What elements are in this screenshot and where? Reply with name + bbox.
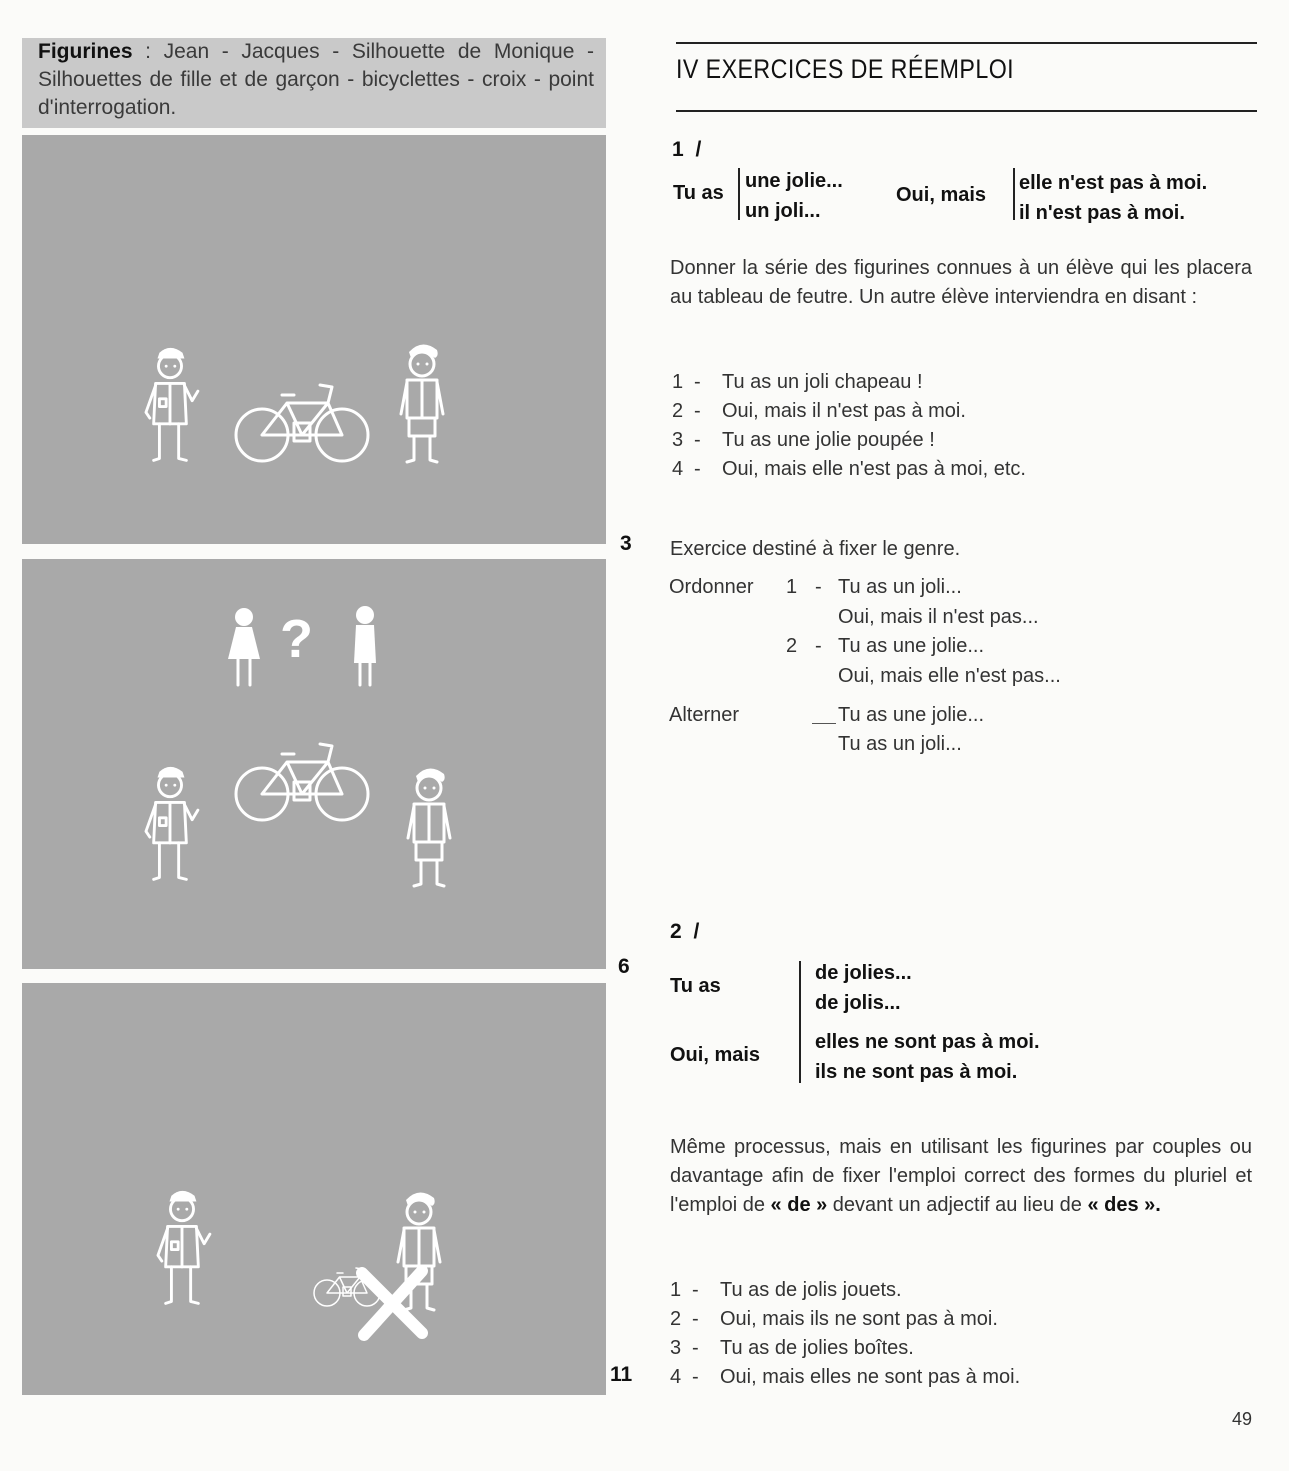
- caption-label: Figurines: [38, 40, 133, 63]
- quote-des: « des ».: [1087, 1194, 1161, 1216]
- quote-de: « de »: [770, 1194, 828, 1216]
- alterner-line: Tu as un joli...: [838, 733, 962, 755]
- caption-text: : Jean - Jacques - Silhouette de Monique - Silhouettes de fille et de garçon - bicyclettes - croix - point d'interrogation.: [38, 40, 594, 119]
- list-item: 4 - Oui, mais elle n'est pas à moi, etc.: [672, 458, 1026, 480]
- exercise-1-instructions: Donner la série des figurines connues à un élève qui les placera au tableau de feutre. Un autre élève interviendra en disant :: [670, 257, 1252, 308]
- pattern-left-label: Tu as: [673, 182, 724, 204]
- margin-number: 11: [610, 1363, 633, 1386]
- page-number: 49: [1232, 1409, 1253, 1429]
- ordonner-line: Tu as un joli...: [838, 576, 962, 598]
- pattern-left-option: une jolie...: [745, 170, 843, 192]
- list-item: 2 - Oui, mais il n'est pas à moi.: [672, 400, 966, 422]
- bicycle-figurine: [236, 385, 368, 461]
- list-item: 3 - Tu as une jolie poupée !: [672, 429, 935, 451]
- cross-icon: [362, 1271, 422, 1335]
- pattern-option: elles ne sont pas à moi.: [815, 1031, 1040, 1053]
- jean-figurine: [146, 767, 198, 880]
- question-mark-icon: ?: [280, 609, 313, 669]
- para-text: devant un adjectif au lieu de: [827, 1194, 1088, 1216]
- pattern-divider: [738, 168, 740, 220]
- jacques-figurine: [408, 768, 450, 886]
- dash: -: [815, 576, 822, 598]
- list-item: 1 - Tu as un joli chapeau !: [672, 371, 923, 393]
- pattern-divider: [799, 961, 801, 1083]
- girl-silhouette: [228, 608, 260, 685]
- ordonner-number: 2: [786, 635, 798, 657]
- pattern-option: ils ne sont pas à moi.: [815, 1061, 1018, 1083]
- pattern-option: de jolies...: [815, 962, 912, 984]
- list-item: 1 - Tu as de jolis jouets.: [670, 1279, 902, 1301]
- margin-number: 6: [618, 955, 630, 978]
- boy-silhouette: [354, 606, 376, 685]
- bottom-rule: [676, 110, 1257, 112]
- ordonner-number: 1: [786, 576, 798, 598]
- jean-figurine: [158, 1191, 210, 1304]
- pattern-right-label: Oui, mais: [896, 184, 987, 206]
- pattern-option: de jolis...: [815, 992, 901, 1014]
- illustration-panel-1: [22, 135, 606, 544]
- pattern-left-option: un joli...: [745, 200, 821, 222]
- dash: -: [815, 635, 822, 657]
- exercise-2-instructions: [670, 1133, 1252, 1220]
- jean-figurine: [146, 348, 198, 461]
- exercise-2-heading: 2 /: [670, 920, 703, 943]
- dialogue-list: [670, 1276, 1020, 1392]
- pattern-right-option: il n'est pas à moi.: [1019, 202, 1185, 224]
- underline-mark: [812, 723, 836, 724]
- ordonner-line: Oui, mais il n'est pas...: [838, 606, 1039, 628]
- ordonner-line: Oui, mais elle n'est pas...: [838, 665, 1061, 687]
- figurines-caption: [22, 38, 606, 128]
- alterner-label: Alterner: [669, 704, 740, 726]
- list-item: 3 - Tu as de jolies boîtes.: [670, 1337, 914, 1359]
- illustration-panel-2: [22, 559, 606, 969]
- pattern-left-label: Oui, mais: [670, 1044, 761, 1066]
- para-text: Même processus, mais en utilisant les figurines par couples ou davantage afin de fixer l'emploi correct des formes du pluriel et l'emploi de: [670, 1136, 1252, 1216]
- list-item: 4 - Oui, mais elles ne sont pas à moi.: [670, 1366, 1021, 1388]
- exercise-1-heading: 1 /: [672, 138, 705, 161]
- pattern-divider: [1013, 168, 1015, 220]
- pattern-left-label: Tu as: [670, 975, 721, 997]
- alterner-line: Tu as une jolie...: [838, 704, 985, 726]
- jacques-figurine: [401, 344, 443, 462]
- illustration-panel-3: [22, 983, 606, 1395]
- section-title: IV EXERCICES DE RÉEMPLOI: [676, 54, 1015, 84]
- dialogue-list: [672, 368, 1026, 484]
- top-rule: [676, 42, 1257, 44]
- bicycle-figurine: [236, 744, 368, 820]
- ordonner-label: Ordonner: [669, 576, 754, 598]
- list-item: 2 - Oui, mais ils ne sont pas à moi.: [670, 1308, 998, 1330]
- margin-number: 3: [620, 532, 632, 555]
- exercise-note: Exercice destiné à fixer le genre.: [670, 538, 961, 560]
- pattern-right-option: elle n'est pas à moi.: [1019, 172, 1208, 194]
- ordonner-line: Tu as une jolie...: [838, 635, 985, 657]
